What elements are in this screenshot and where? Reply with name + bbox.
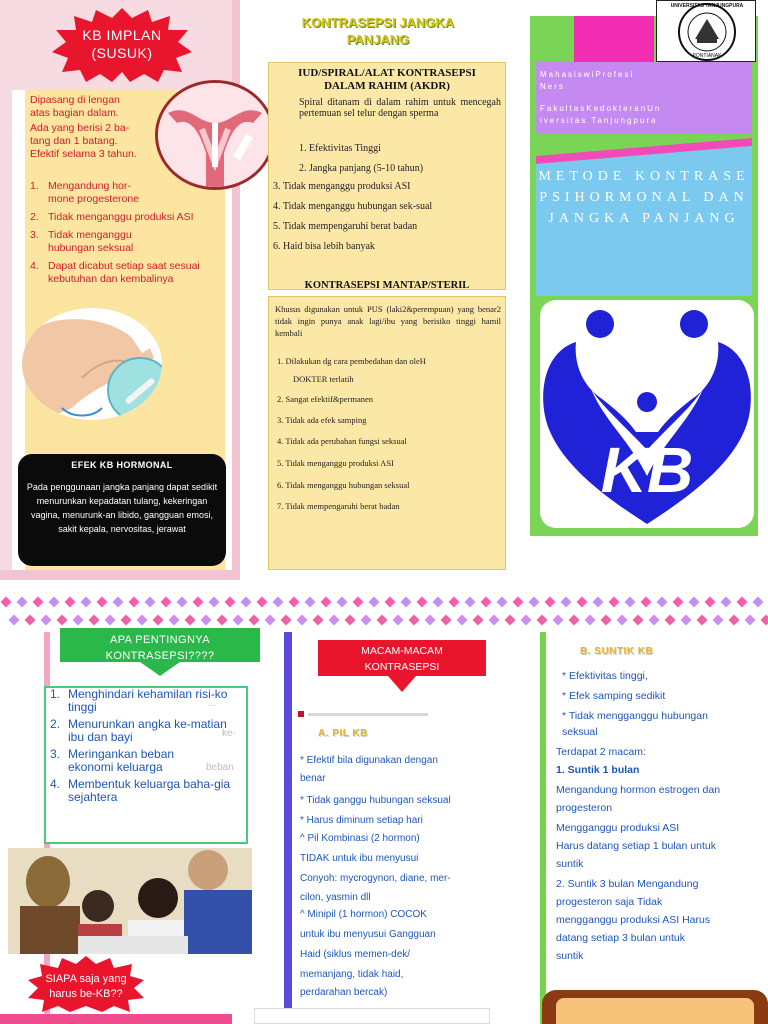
cover-title-box: [536, 166, 752, 296]
list-item: 2. Tidak menganggu produksi ASI: [30, 211, 194, 223]
implant-title-badge: [52, 6, 192, 82]
importance-title: APA PENTINGNYA KONTRASEPSI????: [105, 634, 215, 662]
text-line: ^ Pil Kombinasi (2 hormon): [300, 833, 420, 844]
list-item: 4. Membentuk keluarga baha-gia sejahtera: [50, 777, 231, 804]
diamond-shape: [353, 597, 364, 608]
diamond-shape: [665, 615, 676, 626]
text-line: * Efektivitas tinggi,: [562, 670, 648, 682]
diamond-shape: [689, 597, 700, 608]
diamond-shape: [385, 597, 396, 608]
diamond-shape: [713, 615, 724, 626]
hormonal-effects-box: [18, 454, 226, 566]
text-line: Mengganggu produksi ASI: [556, 822, 680, 834]
text-line: * Efek samping sedikit: [562, 690, 666, 702]
importance-banner: [60, 628, 260, 676]
diamond-shape: [417, 597, 428, 608]
text-line: Mengandung hormon estrogen dan: [556, 784, 721, 796]
list-item: 1. Mengandung hor-mone progesterone: [30, 180, 140, 205]
diamond-shape: [305, 597, 316, 608]
diamond-shape: [441, 615, 452, 626]
diamond-shape: [9, 615, 20, 626]
diamond-shape: [513, 597, 524, 608]
list-item: 4. Tidak menganggu hubungan sek-sual: [273, 201, 433, 212]
text-line: 2. Suntik 3 bulan Mengandung: [556, 878, 699, 890]
text-line: seksual: [562, 726, 598, 738]
list-item: 6. Haid bisa lebih banyak: [273, 241, 375, 252]
list-item: 7. Tidak mempengaruhi berat badan: [277, 501, 400, 511]
pink-bottom-bar: [0, 570, 240, 580]
diamond-shape: [185, 615, 196, 626]
family-photo: [8, 848, 252, 954]
decorative-stripes: [536, 134, 752, 168]
diamond-shape: [121, 615, 132, 626]
diamond-shape: [257, 597, 268, 608]
list-item: 3. Tidak menganggu hubungan seksual: [30, 229, 134, 254]
list-item: 3. Meringankan beban ekonomi keluarga: [50, 747, 175, 774]
text-line: Harus datang setiap 1 bulan untuk: [556, 840, 716, 852]
diamond-shape: [753, 597, 764, 608]
implant-intro-1: Dipasang di lengan atas bagian dalam.: [30, 94, 120, 119]
diamond-shape: [761, 615, 768, 626]
diamond-shape: [105, 615, 116, 626]
list-item: 1. Menghindari kehamilan risi-ko tinggi: [50, 687, 228, 714]
faded-text-bar: [308, 713, 428, 716]
diamond-shape: [25, 615, 36, 626]
diamond-shape: [209, 597, 220, 608]
diamond-shape: [273, 597, 284, 608]
diamond-shape: [529, 597, 540, 608]
arm-implant-icon: [22, 308, 162, 420]
uterus-iud-illustration: [155, 80, 275, 190]
diamond-shape: [81, 597, 92, 608]
author-line: iversitas Tanjungpura: [540, 116, 658, 125]
author-line: MahasiswiProfesi: [540, 70, 635, 79]
diamond-shape: [33, 597, 44, 608]
diamond-shape: [177, 597, 188, 608]
list-item: 6. Tidak menganggu hubungan seksual: [277, 480, 410, 490]
diamond-shape: [729, 615, 740, 626]
text-line: Terdapat 2 macam:: [556, 746, 646, 758]
text-line: datang setiap 3 bulan untuk: [556, 932, 686, 944]
diamond-shape: [217, 615, 228, 626]
diamond-shape: [233, 615, 244, 626]
diamond-shape: [409, 615, 420, 626]
diamond-shape: [649, 615, 660, 626]
diamond-divider-band: [0, 592, 768, 632]
diamond-shape: [369, 597, 380, 608]
frame-inner: [556, 998, 754, 1024]
university-logo: [656, 0, 756, 62]
long-term-title: KONTRASEPSI JANGKA PANJANG: [301, 15, 455, 47]
diamond-shape: [313, 615, 324, 626]
diamond-shape: [457, 615, 468, 626]
types-banner: [318, 640, 486, 692]
pink-bottom-shape: [0, 1014, 232, 1024]
list-item: 3. Tidak ada efek samping: [277, 415, 367, 425]
text-line: mengganggu produksi ASI Harus: [556, 914, 711, 926]
diamond-shape: [17, 597, 28, 608]
iud-box: [268, 62, 506, 290]
university-logo-sub: PONTIANAK: [692, 53, 722, 59]
uterus-icon: [158, 83, 272, 187]
implant-benefit-list: [30, 180, 225, 291]
list-item: 2. Menurunkan angka ke-matian ibu dan bayi: [50, 717, 227, 744]
diamond-shape: [553, 615, 564, 626]
diamond-shape: [657, 597, 668, 608]
diamond-shape: [489, 615, 500, 626]
sterile-intro: Khusus digunakan untuk PUS (laki2&perempuan) yang benar2 tidak ingin punya anak lagi/ibu yang berisiko tinggi hamil kembali: [275, 304, 501, 338]
diamond-shape: [497, 597, 508, 608]
diamond-shape: [89, 615, 100, 626]
diamond-shape: [73, 615, 84, 626]
implant-arm-illustration: [22, 308, 162, 420]
diamond-shape: [617, 615, 628, 626]
diamond-shape: [49, 597, 60, 608]
list-item: 2. Sangat efektif&permanen: [277, 394, 374, 404]
diamond-shape: [1, 597, 12, 608]
diamond-shape: [169, 615, 180, 626]
ghost-text: beban: [206, 762, 234, 773]
kb-logo: [540, 300, 754, 528]
diamond-shape: [329, 615, 340, 626]
diamond-shape: [401, 597, 412, 608]
list-item: 5. Tidak mempengaruhi berat badan: [273, 221, 418, 232]
diamond-shape: [241, 597, 252, 608]
diamond-shape: [521, 615, 532, 626]
diamond-shape: [425, 615, 436, 626]
diamond-shape: [193, 597, 204, 608]
purple-strip: [284, 632, 292, 1024]
text-line: memanjang, tidak haid,: [300, 969, 404, 980]
diamond-shape: [473, 615, 484, 626]
diamond-shape: [481, 597, 492, 608]
sterile-box: [268, 296, 506, 570]
bottom-card: [254, 1008, 490, 1024]
author-line: FakultasKedokteranUn: [540, 104, 662, 113]
diamond-shape: [161, 597, 172, 608]
text-line: * Harus diminum setiap hari: [300, 815, 423, 826]
diamond-shape: [145, 597, 156, 608]
diamond-shape: [537, 615, 548, 626]
diamond-shape: [113, 597, 124, 608]
diamond-shape: [705, 597, 716, 608]
who-title: SIAPA saja yang harus be-KB??: [45, 973, 127, 1000]
diamond-shape: [561, 597, 572, 608]
diamond-shape: [641, 597, 652, 608]
diamond-shape: [345, 615, 356, 626]
list-item: 4. Dapat dicabut setiap saat sesuai kebutuhan dan kembalinya: [30, 260, 200, 285]
diamond-shape: [289, 597, 300, 608]
text-line: progesteron saja Tidak: [556, 896, 663, 908]
cover-title: METODE KONTRASEPSIHORMONAL DANJANGKA PANJANG: [538, 169, 750, 226]
ghost-text: ke-: [222, 728, 236, 739]
diamond-shape: [361, 615, 372, 626]
diamond-shape: [57, 615, 68, 626]
family-photo-icon: [8, 848, 252, 954]
diamond-shape: [377, 615, 388, 626]
diamond-shape: [265, 615, 276, 626]
ghost-text: ...: [208, 698, 217, 709]
pill-heading: A. PIL KB: [318, 728, 368, 739]
diamond-shape: [697, 615, 708, 626]
hormonal-effects-title: EFEK KB HORMONAL: [71, 460, 173, 470]
text-line: progesteron: [556, 802, 613, 814]
diamond-shape: [465, 597, 476, 608]
text-line: 1. Suntik 1 bulan: [556, 764, 640, 776]
diamond-shape: [601, 615, 612, 626]
diamond-shape: [65, 597, 76, 608]
importance-list: [50, 688, 248, 808]
author-line: Ners: [540, 82, 565, 91]
diamond-shape: [137, 615, 148, 626]
implant-title: KB IMPLAN (SUSUK): [82, 27, 162, 61]
diamond-shape: [585, 615, 596, 626]
diamond-shape: [449, 597, 460, 608]
diamond-shape: [609, 597, 620, 608]
injection-heading: B. SUNTIK KB: [580, 646, 654, 657]
list-item: 1. Efektivitas Tinggi: [299, 143, 381, 154]
diamond-shape: [745, 615, 756, 626]
diamond-shape: [681, 615, 692, 626]
sterile-heading: KONTRASEPSI MANTAP/STERIL: [304, 280, 470, 291]
diamond-shape: [281, 615, 292, 626]
kb-heart-family-icon: [540, 300, 754, 528]
diamond-shape: [577, 597, 588, 608]
diamond-shape: [97, 597, 108, 608]
list-item: 3. Tidak menganggu produksi ASI: [273, 181, 411, 192]
cover-pink-block: [574, 16, 654, 62]
diamond-shape: [201, 615, 212, 626]
list-item: 4. Tidak ada perubahan fungsi seksual: [277, 436, 407, 446]
diamond-shape: [321, 597, 332, 608]
kb-logo-text: KB: [600, 434, 694, 506]
text-line: Conyoh: mycrogynon, diane, mer-: [300, 873, 451, 884]
iud-heading: IUD/SPIRAL/ALAT KONTRASEPSI DALAM RAHIM (AKDR): [298, 67, 476, 92]
brown-frame-decoration: [542, 990, 768, 1024]
diamond-shape: [433, 597, 444, 608]
text-line: suntik: [556, 858, 584, 870]
list-item: DOKTER terlatih: [293, 374, 354, 384]
list-item: 5. Tidak menganggu produksi ASI: [277, 458, 394, 468]
diamond-shape: [721, 597, 732, 608]
text-line: * Efektif bila digunakan dengan: [300, 755, 438, 766]
hidden-heading-strip: [298, 708, 448, 720]
diamond-shape: [41, 615, 52, 626]
diamond-shape: [505, 615, 516, 626]
diamond-shape: [337, 597, 348, 608]
text-line: * Tidak ganggu hubungan seksual: [300, 795, 451, 806]
diamond-shape: [129, 597, 140, 608]
diamond-shape: [593, 597, 604, 608]
diamond-shape: [737, 597, 748, 608]
text-line: TIDAK untuk ibu menyusui: [300, 853, 419, 864]
diamond-shape: [249, 615, 260, 626]
diamond-shape: [545, 597, 556, 608]
text-line: ^ Minipil (1 hormon) COCOK: [300, 909, 427, 920]
text-line: untuk ibu menyusui Gangguan: [300, 929, 436, 940]
diamond-shape: [393, 615, 404, 626]
text-line: perdarahan bercak): [300, 987, 388, 998]
hormonal-effects-text: Pada penggunaan jangka panjang dapat sedikit menurunkan kepadatan tulang, kekeringan vagina, menurunk-an libido, gangguan emosi, sakit kepala, nervositas, jerawat: [26, 482, 218, 534]
text-line: Haid (siklus memen-dek/: [300, 949, 411, 960]
text-line: benar: [300, 773, 326, 784]
university-logo-text: UNIVERSITAS TANJUNGPURA: [670, 3, 744, 9]
author-info-box: [536, 62, 752, 134]
bullet-icon: [298, 711, 304, 717]
pink-side-bg: [0, 90, 12, 570]
implant-intro-2: Ada yang berisi 2 ba-tang dan 1 batang. Efektif selama 3 tahun.: [30, 122, 137, 160]
who-banner: [28, 956, 144, 1012]
diamond-shape: [625, 597, 636, 608]
types-title: MACAM-MACAM KONTRASEPSI: [361, 645, 443, 673]
list-item: 2. Jangka panjang (5-10 tahun): [299, 163, 424, 174]
text-line: cilon, yasmin dll: [300, 892, 371, 903]
diamond-shape: [153, 615, 164, 626]
diamond-shape: [633, 615, 644, 626]
text-line: suntik: [556, 950, 584, 962]
text-line: * Tidak mengganggu hubungan: [562, 710, 708, 722]
diamond-shape: [297, 615, 308, 626]
diamond-shape: [569, 615, 580, 626]
list-item: 1. Dilakukan dg cara pembedahan dan oleH: [277, 356, 426, 366]
diamond-shape: [673, 597, 684, 608]
diamond-shape: [225, 597, 236, 608]
iud-intro: Spiral ditanam di dalam rahim untuk mencegah pertemuan sel telur dengan sperma: [299, 97, 501, 119]
green-strip: [540, 632, 546, 1024]
